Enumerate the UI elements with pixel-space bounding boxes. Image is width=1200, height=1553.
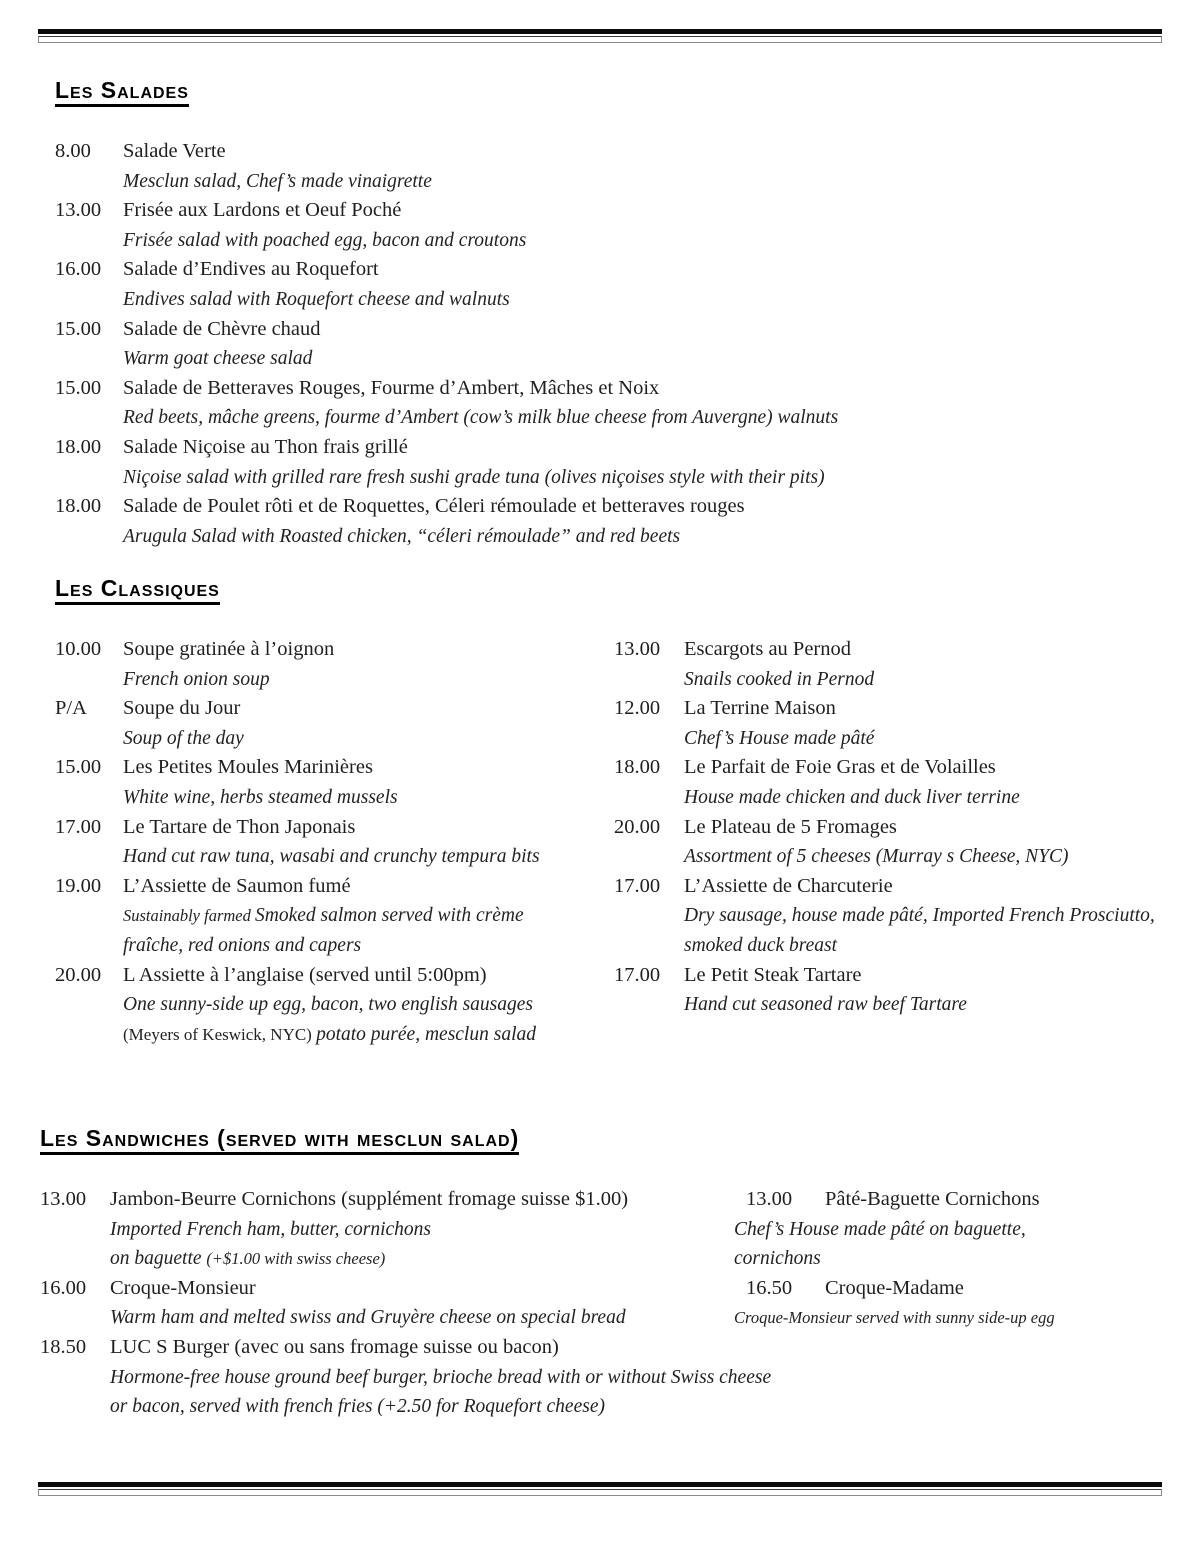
item-description (55, 167, 1165, 197)
top-divider-thin-line (38, 36, 1162, 43)
item-price: 16.00 (55, 258, 102, 281)
description-segment: Arugula Salad with Roasted chicken, “céleri rémoulade” and red beets (123, 525, 681, 547)
menu-item (55, 753, 615, 783)
description-segment: Frisée salad with poached egg, bacon and croutons (123, 229, 527, 251)
menu-item (55, 813, 615, 843)
menu-item (40, 1185, 740, 1215)
item-price: 15.00 (55, 317, 102, 340)
menu-item (614, 694, 1200, 724)
item-price: 17.00 (614, 874, 661, 897)
description-segment: One sunny-side up egg, bacon, two english sausages (123, 994, 533, 1016)
item-description (614, 783, 1200, 813)
menu-item (40, 1333, 740, 1363)
item-name: Les Petites Moules Marinières (123, 756, 373, 779)
item-description (55, 931, 615, 961)
description-segment: cornichons (734, 1248, 821, 1270)
description-segment: Croque-Monsieur served with sunny side-up egg (734, 1308, 1055, 1328)
item-price: 17.00 (55, 815, 102, 838)
item-description (55, 226, 1165, 256)
item-description (614, 842, 1200, 872)
item-name: Croque-Monsieur (110, 1276, 256, 1299)
item-name: Salade Verte (123, 140, 226, 162)
description-segment: White wine, herbs steamed mussels (123, 786, 398, 808)
description-segment: or bacon, served with french fries (+2.50 for Roquefort cheese) (110, 1396, 605, 1418)
item-price: 10.00 (55, 638, 102, 660)
item-price: 16.00 (40, 1276, 87, 1299)
description-segment: Soup of the day (123, 727, 244, 749)
item-price: 13.00 (40, 1188, 87, 1210)
item-price: 20.00 (614, 815, 661, 838)
item-name: Le Parfait de Foie Gras et de Volailles (684, 756, 996, 779)
description-segment: Assortment of 5 cheeses (Murray s Cheese, NYC) (684, 846, 1069, 868)
item-name: Salade Niçoise au Thon frais grillé (123, 435, 408, 458)
item-name: Escargots au Pernod (684, 638, 852, 660)
menu-item (55, 315, 1165, 345)
menu-item (55, 137, 1165, 167)
item-name: Croque-Madame (825, 1276, 964, 1299)
description-segment: Snails cooked in Pernod (684, 668, 875, 690)
item-description (55, 522, 1165, 552)
description-segment: Hand cut seasoned raw beef Tartare (684, 994, 967, 1016)
item-name: LUC S Burger (avec ou sans fromage suisse ou bacon) (110, 1335, 559, 1358)
description-segment: on baguette (110, 1248, 207, 1270)
item-description (55, 842, 615, 872)
description-segment: Chef’s House made pâté on baguette, (734, 1218, 1026, 1240)
menu-item (734, 1274, 1194, 1304)
item-description (55, 783, 615, 813)
item-description (40, 1303, 740, 1333)
item-price: 15.00 (55, 756, 102, 779)
menu-item (614, 753, 1200, 783)
item-description (55, 463, 1165, 493)
item-description (55, 344, 1165, 374)
item-description (40, 1244, 740, 1274)
item-name: Le Plateau de 5 Fromages (684, 815, 897, 838)
item-description (55, 901, 615, 931)
item-description (55, 990, 615, 1020)
top-divider (38, 29, 1162, 43)
description-segment: Imported French ham, butter, cornichons (110, 1218, 431, 1240)
item-name: Frisée aux Lardons et Oeuf Poché (123, 199, 402, 222)
item-description (40, 1215, 740, 1245)
item-price: 13.00 (55, 199, 102, 222)
bottom-divider-thin-line (38, 1489, 1162, 1496)
item-name: L’Assiette de Saumon fumé (123, 874, 351, 897)
menu-item (614, 961, 1200, 991)
description-segment: Chef’s House made pâté (684, 727, 875, 749)
item-price: 20.00 (55, 963, 102, 986)
item-description (734, 1303, 1194, 1333)
description-segment: Dry sausage, house made pâté, Imported French Prosciutto, (684, 905, 1155, 927)
menu-item (55, 255, 1165, 285)
item-description (40, 1363, 772, 1393)
item-price: 17.00 (614, 963, 661, 986)
item-name: Pâté-Baguette Cornichons (825, 1188, 1040, 1210)
item-description (55, 285, 1165, 315)
description-segment: French onion soup (123, 668, 270, 690)
classiques-items-right (614, 635, 1200, 1020)
item-description (614, 931, 1200, 961)
description-segment: Red beets, mâche greens, fourme d’Ambert (cow’s milk blue cheese from Auvergne) walnuts (123, 407, 839, 429)
item-price: 8.00 (55, 140, 91, 162)
item-description (55, 724, 615, 754)
section-title-classiques: Les Classiques (55, 577, 220, 605)
menu-item (55, 374, 1165, 404)
item-price: 19.00 (55, 874, 102, 897)
item-price: 18.00 (55, 435, 102, 458)
description-segment: Niçoise salad with grilled rare fresh sushi grade tuna (olives niçoises style with their pits) (123, 466, 825, 488)
menu-item (55, 635, 615, 665)
description-segment: Warm goat cheese salad (123, 348, 313, 370)
menu-item (614, 813, 1200, 843)
item-name: Salade de Poulet rôti et de Roquettes, Céleri rémoulade et betteraves rouges (123, 495, 745, 518)
menu-item (55, 492, 1165, 522)
section-title-salades: Les Salades (55, 79, 189, 107)
item-description (614, 901, 1200, 931)
section-title-sandwiches: Les Sandwiches (served with mesclun salad) (40, 1127, 519, 1155)
menu-item (734, 1185, 1194, 1215)
description-segment: (Meyers of Keswick, NYC) (123, 1024, 317, 1044)
item-name: Le Tartare de Thon Japonais (123, 815, 356, 838)
item-name: L Assiette à l’anglaise (served until 5:00pm) (123, 963, 487, 986)
item-price: P/A (55, 697, 87, 720)
item-price: 15.00 (55, 376, 102, 399)
menu-item (614, 872, 1200, 902)
item-description (734, 1215, 1194, 1245)
item-name: Le Petit Steak Tartare (684, 963, 862, 986)
item-price: 12.00 (614, 697, 661, 720)
classiques-items-left (55, 635, 615, 1049)
menu-item (55, 433, 1165, 463)
item-name: Salade de Chèvre chaud (123, 317, 321, 340)
description-segment: fraîche, red onions and capers (123, 934, 362, 956)
item-description (55, 1020, 615, 1050)
description-segment: Hormone-free house ground beef burger, brioche bread with or without Swiss cheese (110, 1366, 772, 1388)
item-description (614, 724, 1200, 754)
menu-item (55, 872, 615, 902)
item-name: Salade de Betteraves Rouges, Fourme d’Ambert, Mâches et Noix (123, 376, 660, 399)
item-price: 18.50 (40, 1335, 87, 1358)
description-segment: Mesclun salad, Chef’s made vinaigrette (123, 170, 432, 192)
item-name: La Terrine Maison (684, 697, 836, 720)
description-segment: (+$1.00 with swiss cheese) (206, 1249, 386, 1269)
menu-item (614, 635, 1200, 665)
item-price: 18.00 (55, 495, 102, 518)
item-description (614, 990, 1200, 1020)
item-price: 13.00 (614, 638, 661, 660)
item-name: Salade d’Endives au Roquefort (123, 258, 379, 281)
item-description (614, 665, 1200, 695)
item-name: Jambon-Beurre Cornichons (supplément fromage suisse $1.00) (110, 1188, 629, 1210)
description-segment: Warm ham and melted swiss and Gruyère cheese on special bread (110, 1307, 626, 1329)
sandwiches-items-right (734, 1185, 1194, 1333)
description-segment: Sustainably farmed (123, 906, 255, 926)
menu-item (40, 1274, 740, 1304)
item-price: 18.00 (614, 756, 661, 779)
item-price: 13.00 (746, 1188, 793, 1210)
item-name: Soupe du Jour (123, 697, 241, 720)
description-segment: smoked duck breast (684, 934, 838, 956)
item-price: 16.50 (746, 1276, 793, 1299)
description-segment: Smoked salmon served with crème (255, 905, 524, 927)
menu-item (55, 694, 615, 724)
item-name: Soupe gratinée à l’oignon (123, 638, 335, 660)
description-segment: Endives salad with Roquefort cheese and walnuts (123, 288, 510, 310)
description-segment: Hand cut raw tuna, wasabi and crunchy tempura bits (123, 846, 540, 868)
item-name: L’Assiette de Charcuterie (684, 874, 893, 897)
item-description (55, 665, 615, 695)
menu-item (55, 196, 1165, 226)
bottom-divider (38, 1482, 1162, 1496)
item-description (40, 1392, 740, 1422)
item-description (734, 1244, 1194, 1274)
description-segment: potato purée, mesclun salad (316, 1023, 536, 1045)
item-description (55, 403, 1165, 433)
menu-item (55, 961, 615, 991)
description-segment: House made chicken and duck liver terrine (684, 786, 1020, 808)
salades-items (55, 137, 1165, 551)
